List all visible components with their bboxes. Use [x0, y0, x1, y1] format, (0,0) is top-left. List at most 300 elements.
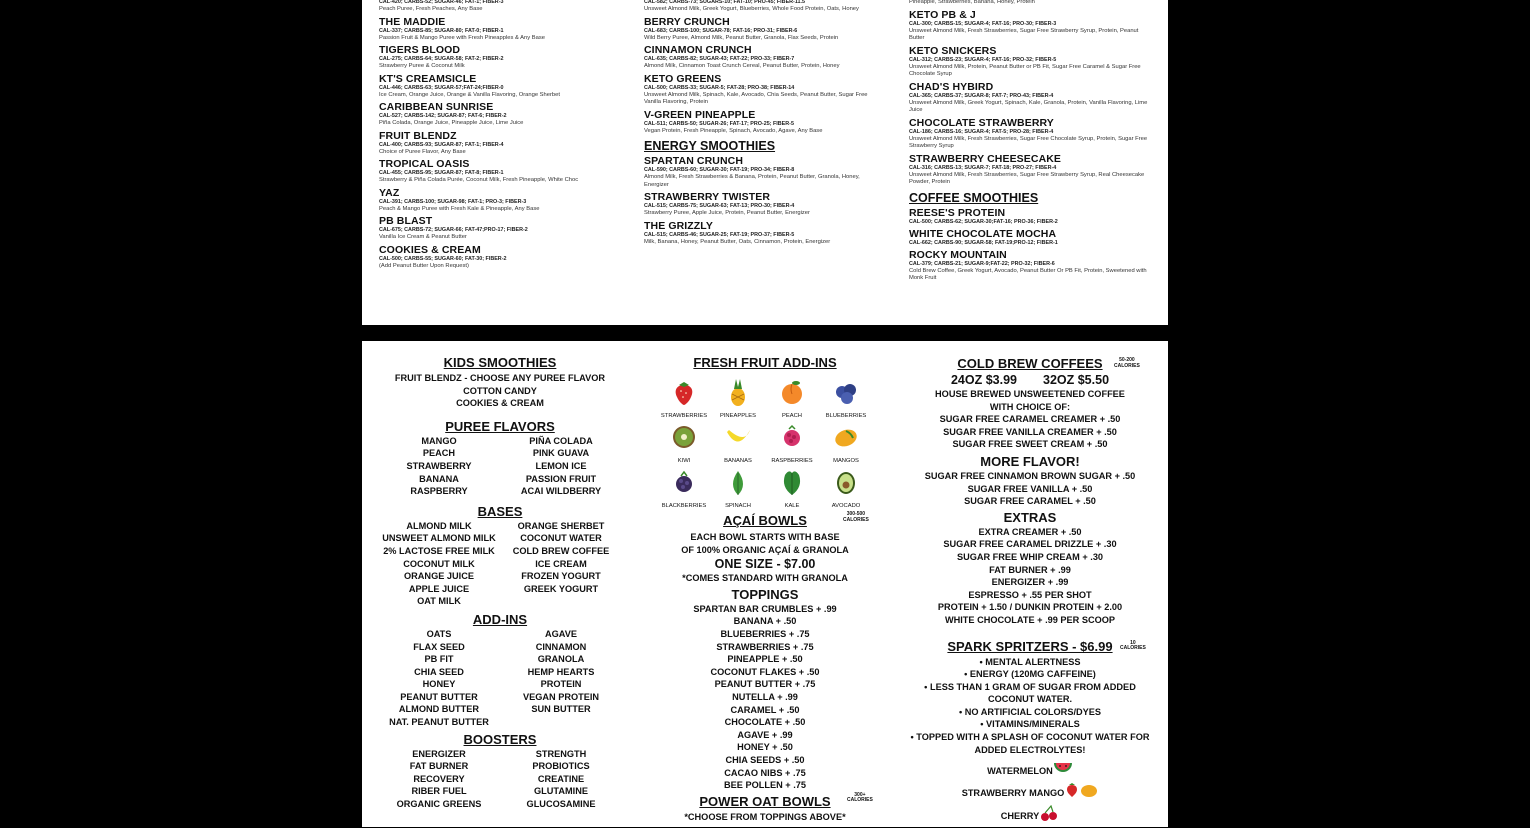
menu-item [909, 0, 1154, 7]
menu-item [644, 44, 884, 71]
fruit-item [657, 422, 711, 465]
list-item: HONEY [422, 679, 456, 690]
item-macros: CAL-312; CARBS-23; SUGAR-4; FAT-16; PRO-32; FIBER-5 [909, 56, 1057, 63]
list-item: FROZEN YOGURT [521, 571, 601, 582]
list-item: RECOVERY [413, 773, 465, 784]
fruit-item [819, 467, 873, 510]
list-item: VEGAN PROTEIN [522, 691, 600, 702]
bullet-text: TOPPED WITH A SPLASH OF COCONUT WATER FOR ADDED ELECTROLYTES! [916, 732, 1150, 755]
toppings-heading: TOPPINGS [731, 586, 799, 602]
menu-item [909, 153, 1154, 187]
item-macros: CAL-662; CARBS-90; SUGAR-58; FAT-19;PRO-12; FIBER-1 [909, 239, 1058, 246]
item-macros: CAL-455; CARBS-95; SUGAR-87; FAT-8; FIBER-1 [379, 170, 504, 176]
raspberries-icon [777, 422, 807, 457]
item-name: STRAWBERRY CHEESECAKE [909, 152, 1062, 165]
list-item: PASSION FRUIT [525, 473, 597, 484]
list-item: SUGAR FREE VANILLA CREAMER + .50 [943, 426, 1117, 437]
acai-bowls-heading: AÇAÍ BOWLS [723, 513, 807, 528]
flavor-label: STRAWBERRY MANGO [961, 788, 1065, 799]
list-item: COCONUT WATER [520, 533, 602, 544]
list-item: ORANGE SHERBET [517, 520, 605, 531]
item-name: KETO SNICKERS [909, 44, 997, 57]
item-name: V-GREEN PINEAPPLE [644, 108, 756, 121]
bases-list [378, 520, 622, 608]
list-item: CHIA SEEDS + .50 [725, 754, 805, 765]
kids-item: COTTON CANDY [463, 385, 537, 396]
item-description: Wild Berry Puree, Almond Milk, Peanut Butter, Granola, Flax Seeds, Protein [644, 34, 839, 41]
menu-item [644, 0, 884, 14]
kids-smoothies-heading: KIDS SMOOTHIES [443, 355, 557, 370]
item-name: TIGERS BLOOD [379, 44, 461, 56]
bases-heading: BASES [477, 503, 523, 519]
item-macros: CAL-500; CARBS-55; SUGAR-60; FAT-30; FIBER-2 [379, 255, 507, 262]
fresh-fruit-heading: FRESH FRUIT ADD-INS [693, 355, 837, 370]
item-description: Unsweet Almond Milk, Spinach, Kale, Avocado, Chia Seeds, Peanut Butter, Sugar Free Vanilla Flavoring, Protein [644, 91, 868, 105]
list-item: OATS [426, 628, 452, 639]
calorie-unit: CALORIES [1120, 645, 1146, 651]
list-item: ORGANIC GREENS [396, 799, 482, 810]
menu-item [909, 249, 1154, 283]
item-name: CHOCOLATE STRAWBERRY [909, 116, 1054, 129]
bullet-icon: • [958, 706, 965, 717]
menu-item [379, 215, 619, 242]
bullet-text: LESS THAN 1 GRAM OF SUGAR FROM ADDED COCONUT WATER. [929, 681, 1136, 705]
menu-item [379, 244, 619, 271]
spark-bullet [908, 718, 1152, 731]
item-macros: CAL-400; CARBS-93; SUGAR-87; FAT-1; FIBER-4 [379, 141, 504, 148]
top-menu-panel [362, 0, 1168, 325]
kiwi-icon [669, 422, 699, 457]
spark-calories-badge [1120, 641, 1146, 652]
item-description: Unsweet Almond Milk, Greek Yogurt, Spinach, Kale, Granola, Protein, Vanilla Flavoring, Lime Juice [909, 99, 1148, 113]
menu-item [644, 109, 884, 136]
bottom-menu-panel [362, 341, 1168, 827]
add-ins-heading: ADD-INS [472, 611, 528, 627]
menu-item [379, 187, 619, 214]
list-item: HEMP HEARTS [527, 666, 595, 677]
list-item: CHIA SEED [414, 666, 464, 677]
menu-item [379, 0, 619, 14]
list-item: CARAMEL + .50 [730, 704, 800, 715]
list-item: SUGAR FREE CARAMEL CREAMER + .50 [939, 414, 1121, 425]
price-24oz: 24OZ $3.99 [950, 373, 1017, 387]
spark-bullet [908, 731, 1152, 756]
item-name: KETO GREENS [644, 72, 722, 85]
fresh-fruit-grid [647, 377, 883, 510]
watermelon-icon [1053, 767, 1073, 777]
list-item: FAT BURNER [409, 761, 469, 772]
bullet-text: NO ARTIFICIAL COLORS/DYES [964, 706, 1102, 717]
item-description: Strawberry Puree, Apple Juice, Protein, Peanut Butter, Energizer [644, 210, 810, 216]
bullet-icon: • [924, 681, 930, 692]
item-macros: CAL-515; CARBS-75; SUGAR-63; FAT-13; PRO-30; FIBER-4 [644, 203, 795, 209]
fruit-label: RASPBERRIES [771, 458, 813, 464]
list-item: RASPBERRY [410, 486, 468, 497]
acai-description: OF 100% ORGANIC AÇAÍ & GRANOLA [681, 544, 849, 555]
fruit-label: PEACH [782, 413, 802, 419]
item-macros: CAL-683; CARBS-100; SUGAR-78; FAT-16; PRO-31; FIBER-6 [644, 27, 798, 34]
list-item: PROTEIN [540, 679, 582, 690]
spark-bullet [908, 668, 1152, 681]
item-name: PB BLAST [379, 215, 433, 227]
fruit-label: BANANAS [724, 458, 752, 464]
spark-bullet-list [908, 656, 1152, 757]
item-description: Unsweet Almond Milk, Protein, Peanut Butter or PB Fit, Sugar Free Caramel & Sugar Free Chocolate Syrup [909, 63, 1141, 77]
fruit-item [711, 467, 765, 510]
boosters-list [378, 748, 622, 811]
item-macros: CAL-186; CARBS-16; SUGAR-4; FAT-5; PRO-28; FIBER-4 [909, 128, 1054, 135]
item-description: (Add Peanut Butter Upon Request) [379, 262, 469, 269]
cold-brew-options [908, 388, 1152, 451]
list-item: BLUEBERRIES + .75 [720, 628, 810, 639]
bullet-icon: • [910, 732, 917, 743]
middle-column [647, 355, 883, 823]
item-macros: CAL-500; CARBS-62; SUGAR-30;FAT-16; PRO-36; FIBER-2 [909, 218, 1058, 225]
list-item: GRANOLA [537, 654, 585, 665]
fruit-label: SPINACH [725, 503, 751, 509]
menu-item [909, 45, 1154, 79]
spark-flavor-item [908, 805, 1152, 828]
menu-column-1 [379, 0, 619, 272]
kids-item: COOKIES & CREAM [456, 398, 544, 409]
power-oat-note: *CHOOSE FROM TOPPINGS ABOVE* [684, 811, 846, 822]
item-macros: CAL-527; CARBS-142; SUGAR-87; FAT-6; FIBER-2 [379, 113, 507, 119]
spark-flavor-item [908, 761, 1152, 782]
list-item: COCONUT FLAKES + .50 [710, 666, 820, 677]
list-item: PROTEIN + 1.50 / DUNKIN PROTEIN + 2.00 [937, 602, 1123, 613]
fruit-label: MANGOS [833, 458, 859, 464]
item-description: Cold Brew Coffee, Greek Yogurt, Avocado, Peanut Butter Or PB Fit, Protein, Sweetened with Monk Fruit [909, 267, 1147, 281]
puree-flavors-heading: PUREE FLAVORS [445, 418, 555, 434]
item-macros: CAL-590; CARBS-60; SUGAR-30; FAT-19; PRO-34; FIBER-8 [644, 167, 795, 173]
calorie-unit: CALORIES [843, 516, 869, 523]
fruit-item [819, 422, 873, 465]
item-name: THE GRIZZLY [644, 219, 713, 232]
list-item: PEACH [422, 448, 456, 459]
list-item: PEANUT BUTTER [400, 691, 478, 702]
list-item: SUGAR FREE CARAMEL DRIZZLE + .30 [943, 539, 1117, 550]
calorie-range: 300+ [854, 791, 866, 798]
item-description: Vegan Protein, Fresh Pineapple, Spinach, Avocado, Agave, Any Base [644, 127, 823, 134]
list-item: CREATINE [537, 773, 585, 784]
boosters-heading: BOOSTERS [463, 731, 537, 747]
list-item: RIBER FUEL [411, 786, 467, 797]
item-description: Peach Puree, Fresh Peaches, Any Base [379, 6, 483, 12]
list-item [500, 716, 622, 729]
item-description: Pineapple, Strawberries, Banana, Honey, Protein [909, 0, 1035, 5]
list-item: PB FIT [424, 654, 454, 665]
fruit-item [657, 377, 711, 420]
list-item: CACAO NIBS + .75 [724, 767, 806, 778]
acai-note: *COMES STANDARD WITH GRANOLA [682, 573, 848, 584]
fruit-item [711, 422, 765, 465]
bullet-icon: • [980, 719, 987, 730]
fruit-item [765, 422, 819, 465]
list-item: NUTELLA + .99 [732, 691, 798, 702]
fruit-item [765, 377, 819, 420]
list-item: SUGAR FREE CARAMEL + .50 [964, 496, 1096, 507]
list-item: EXTRA CREAMER + .50 [978, 526, 1082, 537]
list-item: MANGO [421, 435, 457, 446]
item-name: STRAWBERRY TWISTER [644, 191, 771, 203]
item-description: Ice Cream, Orange Juice, Orange & Vanilla Flavoring, Orange Sherbet [379, 91, 560, 98]
list-item: 2% LACTOSE FREE MILK [383, 545, 495, 556]
list-item: FAT BURNER + .99 [989, 564, 1071, 575]
spark-bullet [908, 656, 1152, 669]
item-macros: CAL-391; CARBS-100; SUGAR-98; FAT-1; PRO-3; FIBER-3 [379, 198, 527, 205]
kale-icon [777, 467, 807, 502]
menu-item [379, 16, 619, 43]
cherry-icon [1039, 813, 1059, 823]
item-macros: CAL-500; CARBS-33; SUGAR-5; FAT-28; PRO-38; FIBER-14 [644, 84, 795, 91]
item-name: THE MADDIE [379, 15, 446, 28]
list-item: ALMOND BUTTER [398, 704, 480, 715]
strawberry-mango-icon [1064, 790, 1098, 800]
item-description: Unsweet Almond Milk, Fresh Strawberries, Sugar Free Strawberry Syrup, Protein, Peanut Butter [909, 27, 1139, 41]
power-oat-bowls-heading: POWER OAT BOWLS [699, 793, 831, 809]
banana-icon [723, 422, 753, 457]
cold-brew-prices [908, 373, 1152, 388]
item-description: Unsweet Almond Milk, Fresh Strawberries, Sugar Free Chocolate Syrup, Protein, Sugar Free Strawberry Syrup [909, 135, 1148, 149]
list-item: PINK GUAVA [532, 448, 590, 459]
item-macros: CAL-515; CARBS-46; SUGAR-25; FAT-19; PRO-37; FIBER-5 [644, 231, 795, 238]
menu-item [909, 81, 1154, 115]
fruit-label: AVOCADO [831, 503, 861, 509]
item-description: Choice of Puree Flavor, Any Base [379, 148, 466, 155]
spinach-icon [723, 467, 753, 502]
menu-item [644, 16, 884, 43]
menu-item [379, 130, 619, 157]
cold-brew-calories-badge [1114, 358, 1140, 369]
item-name: REESE'S PROTEIN [909, 206, 1006, 219]
menu-item [379, 158, 619, 185]
item-name: KETO PB & J [909, 8, 976, 21]
strawberry-icon [669, 377, 699, 412]
fruit-item [657, 467, 711, 510]
item-description: Piña Colada, Orange Juice, Pineapple Juice, Lime Juice [379, 120, 524, 126]
menu-item [644, 191, 884, 218]
flavor-label: CHERRY [1000, 811, 1040, 822]
acai-description: EACH BOWL STARTS WITH BASE [690, 532, 840, 542]
item-description: Passion Fruit & Mango Puree with Fresh Pineapples & Any Base [379, 34, 545, 41]
list-item: UNSWEET ALMOND MILK [382, 533, 496, 544]
bullet-icon: • [979, 656, 986, 667]
list-item: COCONUT MILK [403, 558, 475, 569]
extras-heading: EXTRAS [1003, 509, 1057, 525]
item-description: Almond Milk, Cinnamon Toast Crunch Cereal, Peanut Butter, Protein, Honey [644, 63, 840, 69]
right-column [908, 355, 1152, 828]
list-item: BANANA [419, 473, 459, 484]
cold-brew-heading: COLD BREW COFFEES [957, 356, 1103, 371]
fruit-label: KALE [784, 503, 800, 509]
spark-bullet [908, 706, 1152, 719]
list-item: AGAVE + .99 [737, 729, 793, 740]
item-description: Milk, Banana, Honey, Peanut Butter, Oats, Cinnamon, Protein, Energizer [644, 238, 831, 245]
menu-item [909, 117, 1154, 151]
toppings-list [647, 603, 883, 792]
blueberries-icon [831, 377, 861, 412]
left-column [378, 355, 622, 811]
fruit-label: STRAWBERRIES [660, 413, 708, 419]
list-item: PIÑA COLADA [529, 435, 593, 446]
menu-column-3 [909, 0, 1154, 285]
item-macros: CAL-511; CARBS-50; SUGAR-26; FAT-17; PRO-25; FIBER-5 [644, 120, 794, 127]
fruit-item [711, 377, 765, 420]
list-item: STRAWBERRIES + .75 [716, 641, 814, 652]
calorie-unit: CALORIES [847, 797, 873, 804]
acai-price: ONE SIZE - $7.00 [714, 557, 816, 572]
item-macros: CAL-675; CARBS-72; SUGAR-66; FAT-47;PRO-17; FIBER-2 [379, 227, 528, 233]
item-description: Vanilla Ice Cream & Peanut Butter [379, 234, 467, 240]
section-heading: ENERGY SMOOTHIES [644, 139, 776, 153]
list-item: SUGAR FREE WHIP CREAM + .30 [956, 551, 1104, 562]
item-name: CHAD'S HYBIRD [909, 80, 994, 93]
list-item: STRAWBERRY [406, 460, 472, 471]
item-macros: CAL-337; CARBS-85; SUGAR-80; FAT-0; FIBER-1 [379, 27, 504, 34]
acai-calories-badge [843, 512, 869, 523]
kids-item: FRUIT BLENDZ - CHOOSE ANY PUREE FLAVOR [394, 373, 606, 383]
list-item: BANANA + .50 [733, 616, 797, 627]
list-item: CINNAMON [535, 641, 587, 652]
item-description: Peach & Mango Puree with Fresh Kale & Pineapple, Any Base [379, 205, 540, 212]
item-macros: CAL-365; CARBS-37; SUGAR-8; FAT-7; PRO-43; FIBER-4 [909, 92, 1054, 99]
menu-column-2 [644, 0, 884, 248]
list-item: HOUSE BREWED UNSWEETENED COFFEE [935, 389, 1125, 399]
item-name: FRUIT BLENDZ [379, 129, 457, 142]
item-name: BERRY CRUNCH [644, 15, 730, 28]
spark-bullet [908, 681, 1152, 706]
item-description: Almond Milk, Fresh Strawberries & Banana, Protein, Peanut Butter, Granola, Honey, Energizer [644, 174, 860, 188]
menu-item [379, 44, 619, 71]
menu-item [644, 73, 884, 107]
list-item: OAT MILK [417, 596, 461, 607]
item-description: Unsweet Almond Milk, Fresh Strawberries, Sugar Free Strawberry Syrup, Real Cheesecake Powder, Protein [909, 171, 1145, 185]
list-item: APPLE JUICE [408, 583, 470, 594]
item-name: COOKIES & CREAM [379, 243, 481, 256]
spark-flavor-item [908, 782, 1152, 805]
item-name: WHITE CHOCOLATE MOCHA [909, 227, 1057, 240]
item-description: Unsweet Almond Milk, Greek Yogurt, Blueberries, Whole Food Protein, Oats, Honey [644, 6, 859, 12]
item-description: Strawberry Puree & Coconut Milk [379, 63, 465, 69]
calorie-range: 50-200 [1119, 357, 1135, 363]
power-oat-calories-badge [847, 793, 873, 804]
fruit-label: BLACKBERRIES [661, 503, 707, 509]
puree-flavors-list [378, 435, 622, 498]
list-item: CHOCOLATE + .50 [724, 717, 806, 728]
bullet-text: MENTAL ALERTNESS [985, 656, 1081, 667]
list-item: BEE POLLEN + .75 [724, 780, 806, 791]
list-item: GLUCOSAMINE [526, 799, 596, 810]
item-macros: CAL-446; CARBS-63; SUGAR-57;FAT-24;FIBER-0 [379, 84, 504, 91]
list-item: SUGAR FREE SWEET CREAM + .50 [952, 439, 1108, 450]
item-macros: CAL-582; CARBS-73; SUGARS-10; FAT-10; PRO-45; FIBER-11.5 [644, 0, 806, 5]
item-macros: CAL-316; CARBS-13; SUGAR-7; FAT-18; PRO-27; FIBER-4 [909, 164, 1057, 171]
item-name: CINNAMON CRUNCH [644, 44, 752, 56]
list-item: HONEY + .50 [737, 742, 793, 753]
flavor-label: WATERMELON [987, 766, 1053, 777]
item-name: TROPICAL OASIS [379, 158, 470, 170]
more-flavor-heading: MORE FLAVOR! [980, 453, 1080, 469]
item-name: CARIBBEAN SUNRISE [379, 101, 494, 113]
menu-item [909, 207, 1154, 226]
add-ins-list [378, 628, 622, 729]
list-item: STRENGTH [535, 748, 587, 759]
list-item: AGAVE [545, 628, 577, 639]
menu-item [909, 228, 1154, 247]
list-item: GLUTAMINE [534, 786, 588, 797]
menu-item [379, 101, 619, 128]
list-item: SUGAR FREE CINNAMON BROWN SUGAR + .50 [924, 470, 1136, 481]
more-flavor-list [908, 470, 1152, 508]
extras-list [908, 526, 1152, 627]
item-macros: CAL-635; CARBS-82; SUGAR-43; FAT-22; PRO-33; FIBER-7 [644, 56, 795, 62]
fruit-item [819, 377, 873, 420]
section-heading: COFFEE SMOOTHIES [909, 190, 1039, 205]
bullet-text: VITAMINS/MINERALS [986, 719, 1080, 730]
list-item: ORANGE JUICE [404, 571, 474, 582]
calorie-range: 300-500 [846, 511, 866, 517]
calorie-unit: CALORIES [1114, 362, 1140, 369]
list-item: ENERGIZER [412, 748, 466, 759]
fruit-item [765, 467, 819, 510]
calorie-count: 10 [1130, 639, 1136, 646]
menu-item [644, 155, 884, 189]
list-item: ACAI WILDBERRY [520, 486, 602, 497]
list-item: WITH CHOICE OF: [989, 401, 1071, 412]
list-item: FLAX SEED [413, 641, 465, 652]
item-macros: CAL-300; CARBS-15; SUGAR-4; FAT-16; PRO-30; FIBER-3 [909, 20, 1057, 27]
list-item: PROBIOTICS [532, 761, 590, 772]
bullet-text: ENERGY (120MG CAFFEINE) [969, 669, 1096, 680]
item-name: KT'S CREAMSICLE [379, 72, 477, 85]
list-item: NAT. PEANUT BUTTER [389, 717, 489, 728]
list-item [500, 595, 622, 608]
list-item: ESPRESSO + .55 PER SHOT [968, 589, 1092, 600]
fruit-label: KIWI [677, 458, 691, 464]
fruit-label: BLUEBERRIES [825, 413, 867, 419]
menu-item [379, 73, 619, 100]
item-name: YAZ [379, 186, 400, 199]
mango-icon [831, 422, 861, 457]
item-macros: CAL-275; CARBS-64; SUGAR-58; FAT-2; FIBER-2 [379, 56, 504, 62]
list-item: WHITE CHOCOLATE + .99 PER SCOOP [944, 614, 1116, 625]
list-item: PINEAPPLE + .50 [727, 654, 803, 665]
item-description: Strawberry & Piña Colada Purée, Coconut Milk, Fresh Pineapple, White Choc [379, 177, 579, 183]
item-name: SPARTAN CRUNCH [644, 155, 744, 167]
blackberries-icon [669, 467, 699, 502]
list-item: GREEK YOGURT [523, 583, 599, 594]
price-32oz: 32OZ $5.50 [1043, 373, 1110, 387]
menu-item [644, 220, 884, 247]
menu-item [909, 9, 1154, 43]
spark-spritzers-heading: SPARK SPRITZERS - $6.99 [947, 638, 1113, 654]
list-item: SUGAR FREE VANILLA + .50 [967, 483, 1093, 494]
bullet-icon: • [964, 669, 970, 680]
item-macros: CAL-379; CARBS-21; SUGAR-9;FAT-22; PRO-32; FIBER-6 [909, 260, 1055, 267]
kids-smoothies-list [378, 372, 622, 410]
list-item: ENERGIZER + .99 [991, 577, 1069, 588]
pineapple-icon [723, 377, 753, 412]
list-item: ALMOND MILK [406, 520, 472, 531]
list-item: SUN BUTTER [531, 704, 591, 715]
spark-flavor-list [908, 761, 1152, 828]
list-item: SPARTAN BAR CRUMBLES + .99 [693, 603, 837, 614]
item-macros: CAL-420; CARBS-52; SUGAR-46; FAT-1; FIBER-3 [379, 0, 504, 5]
list-item: COLD BREW COFFEE [512, 545, 610, 556]
fruit-label: PINEAPPLES [719, 413, 757, 419]
peach-icon [777, 377, 807, 412]
avocado-icon [831, 467, 861, 502]
